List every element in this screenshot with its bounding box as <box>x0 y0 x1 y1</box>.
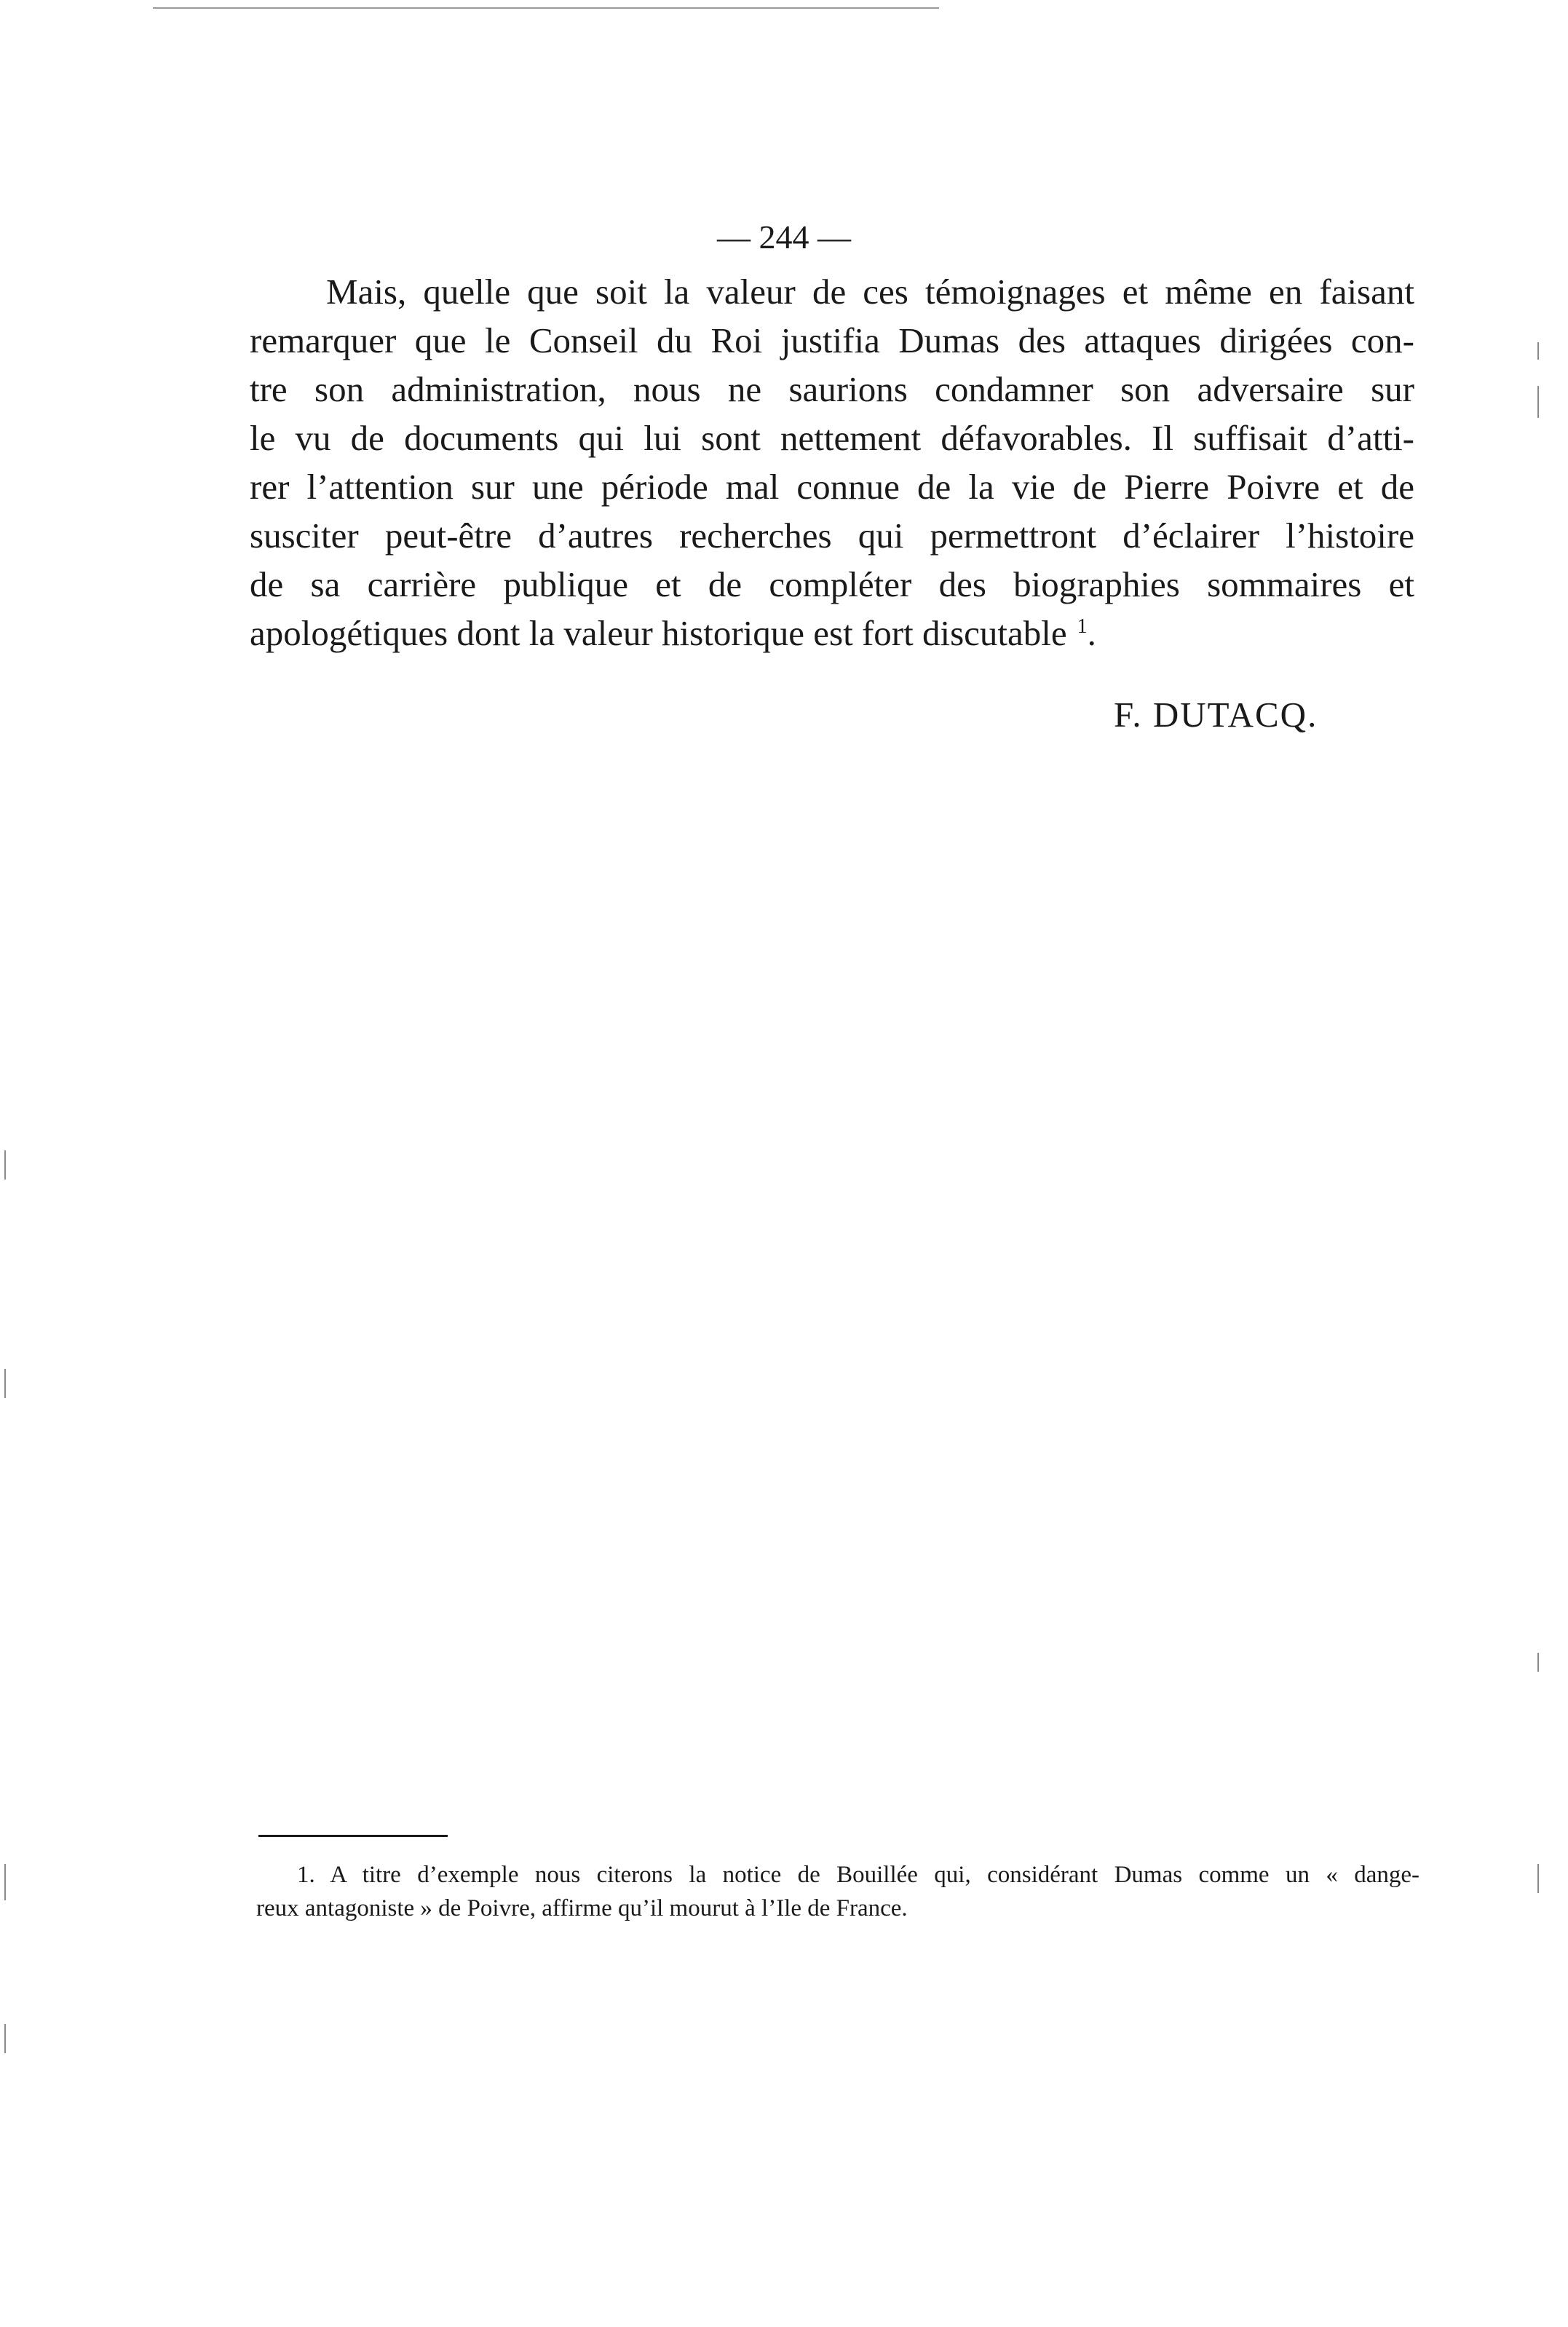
margin-scan-mark <box>1537 386 1539 418</box>
body-line: tre son administration, nous ne saurions condamner son adversaire sur <box>250 369 1414 409</box>
footnote-reference[interactable]: 1 <box>1077 615 1088 638</box>
body-line: Mais, quelle que soit la valeur de ces témoignages et même en faisant <box>326 272 1414 312</box>
footnote-separator <box>258 1835 448 1837</box>
body-line: de sa carrière publique et de compléter des biographies sommaires et <box>250 564 1414 604</box>
end-punctuation: . <box>1087 613 1096 653</box>
body-line-last <box>250 609 1414 657</box>
margin-scan-mark <box>1537 342 1539 360</box>
body-line-text: apologétiques dont la valeur historique est fort discutable <box>250 613 1067 653</box>
margin-scan-mark <box>1537 1864 1539 1893</box>
top-scan-rule <box>153 7 939 9</box>
body-line: rer l’attention sur une période mal connue de la vie de Pierre Poivre et de <box>250 467 1414 507</box>
body-line: susciter peut-être d’autres recherches qui permettront d’éclairer l’histoire <box>250 515 1414 556</box>
margin-scan-mark <box>4 1369 6 1398</box>
body-line: remarquer que le Conseil du Roi justifia Dumas des attaques dirigées con- <box>250 320 1414 360</box>
margin-scan-mark <box>4 1864 6 1900</box>
footnote-line: reux antagoniste » de Poivre, affirme qu’il mourut à l’Ile de France. <box>256 1895 908 1921</box>
author-signature: F. DUTACQ. <box>1114 695 1318 735</box>
page-number: — 244 — <box>717 218 851 256</box>
body-line: le vu de documents qui lui sont nettement défavorables. Il suffisait d’atti- <box>250 418 1414 458</box>
margin-scan-mark <box>1537 1653 1539 1672</box>
margin-scan-mark <box>4 2024 6 2053</box>
footnote <box>256 1858 1419 1925</box>
margin-scan-mark <box>4 1150 6 1180</box>
footnote-line: 1. A titre d’exemple nous citerons la notice de Bouillée qui, considérant Dumas comme un « dange- <box>297 1862 1419 1888</box>
body-paragraph <box>250 267 1414 657</box>
